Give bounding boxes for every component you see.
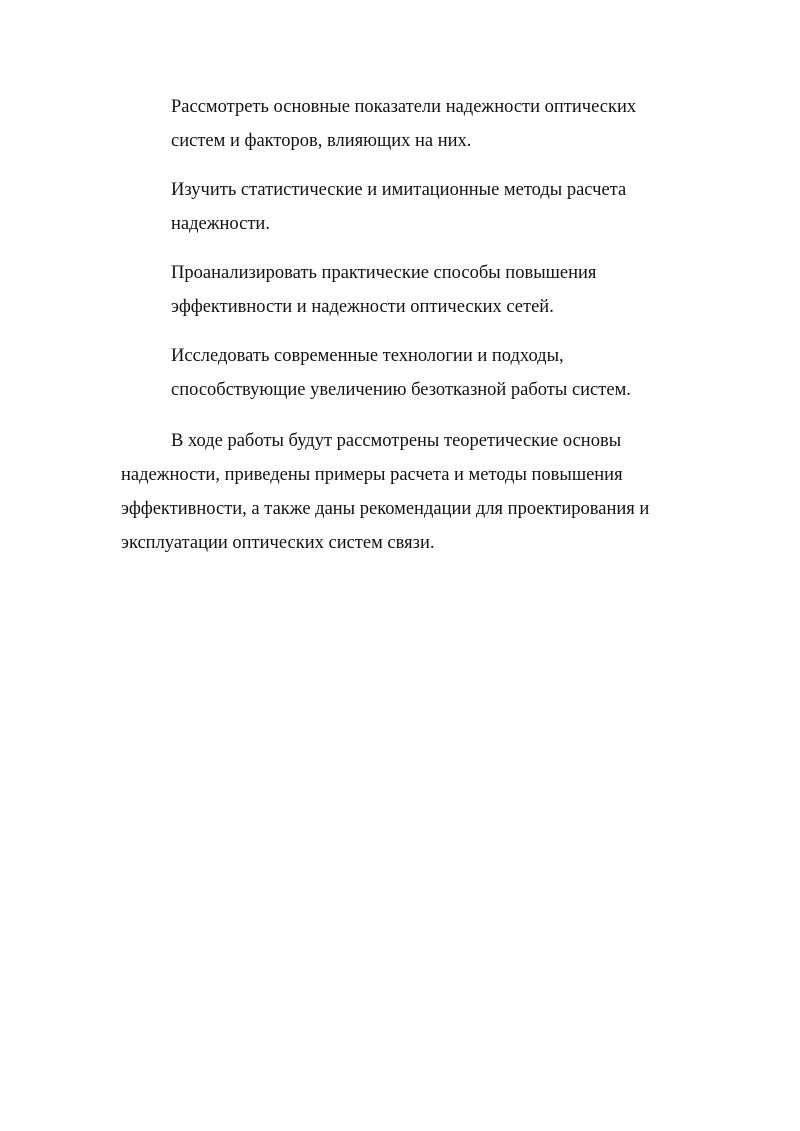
task-item-4: Исследовать современные технологии и подходы, способствующие увеличению безотказной работы систем. (171, 346, 631, 400)
task-item-3: Проанализировать практические способы повышения эффективности и надежности оптических сетей. (171, 263, 597, 317)
conclusion-paragraph: В ходе работы будут рассмотрены теоретические основы надежности, приведены примеры расчета и методы повышения эффективности, а также даны рекомендации для проектирования и эксплуатации оптических систем связи. (121, 431, 650, 553)
task-item-2: Изучить статистические и имитационные методы расчета надежности. (171, 180, 627, 234)
task-list (171, 90, 691, 407)
task-item-1: Рассмотреть основные показатели надежности оптических систем и факторов, влияющих на них. (171, 97, 637, 151)
